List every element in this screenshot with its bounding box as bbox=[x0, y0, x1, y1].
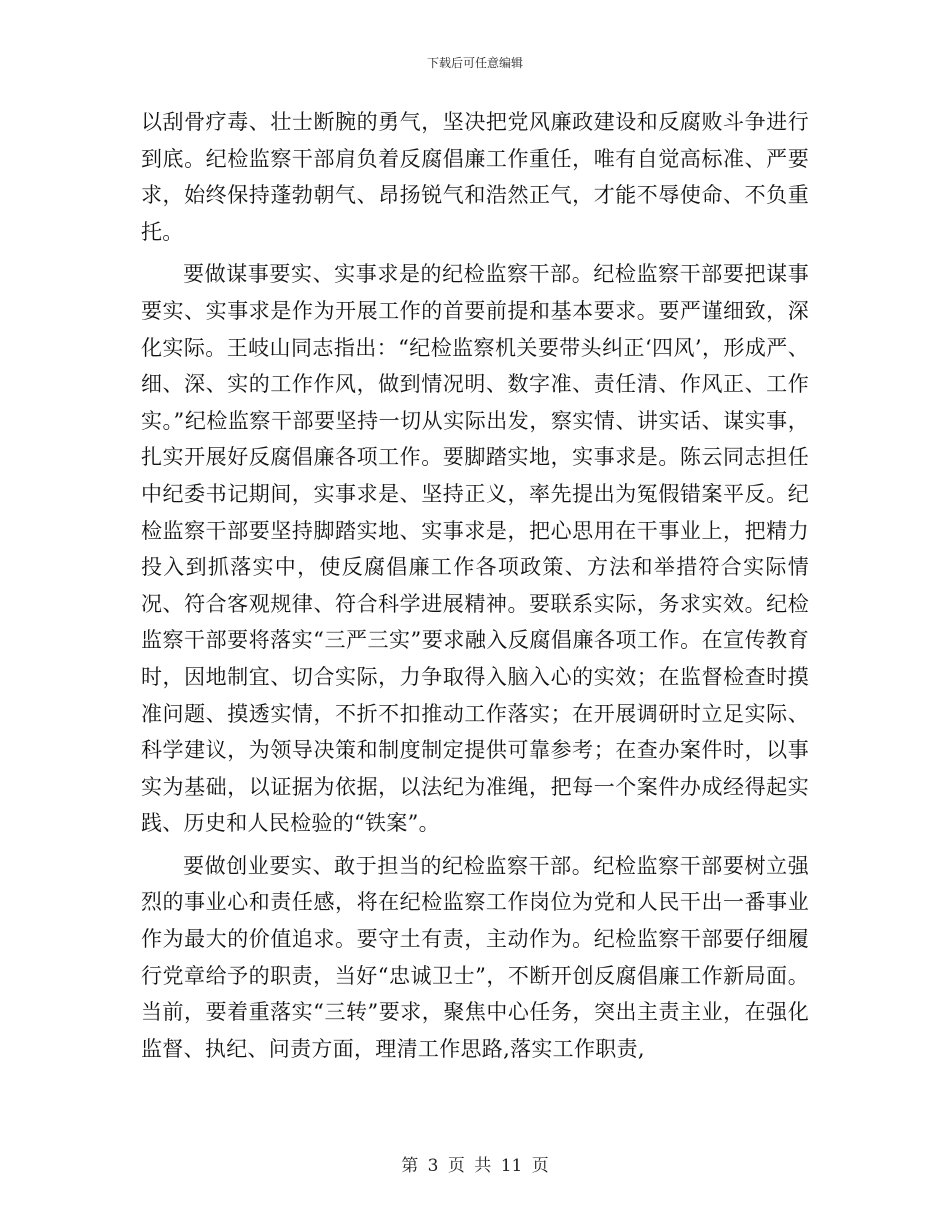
paragraph-2: 要做谋事要实、实事求是的纪检监察干部。纪检监察干部要把谋事要实、实事求是作为开展工作的首要前提和基本要求。要严谨细致，深化实际。王岐山同志指出：“纪检监察机关要带头纠正‘四风’，形成严、细、深、实的工作作风，做到情况明、数字准、责任清、作风正、工作实。”纪检监察干部要坚持一切从实际出发，察实情、讲实话、谋实事，扎实开展好反腐倡廉各项工作。要脚踏实地，实事求是。陈云同志担任中纪委书记期间，实事求是、坚持正义，率先提出为冤假错案平反。纪检监察干部要坚持脚踏实地、实事求是，把心思用在干事业上，把精力投入到抓落实中，使反腐倡廉工作各项政策、方法和举措符合实际情况、符合客观规律、符合科学进展精神。要联系实际，务求实效。纪检监察干部要将落实“三严三实”要求融入反腐倡廉各项工作。在宣传教育时，因地制宜、切合实际，力争取得入脑入心的实效；在监督检查时摸准问题、摸透实情，不折不扣推动工作落实；在开展调研时立足实际、科学建议，为领导决策和制度制定提供可靠参考；在查办案件时，以事实为基础，以证据为依据，以法纪为准绳，把每一个案件办成经得起实践、历史和人民检验的“铁案”。 bbox=[141, 262, 809, 836]
page-number: 第 3 页 共 11 页 bbox=[401, 1156, 549, 1176]
page-header-note: 下载后可任意编辑 bbox=[426, 56, 523, 70]
paragraph-1: 以刮骨疗毒、壮士断腕的勇气，坚决把党风廉政建设和反腐败斗争进行到底。纪检监察干部肩负着反腐倡廉工作重任，唯有自觉高标准、严要求，始终保持蓬勃朝气、昂扬锐气和浩然正气，才能不辱使命、不负重托。 bbox=[141, 110, 809, 244]
document-body bbox=[141, 104, 809, 1073]
paragraph-3: 要做创业要实、敢于担当的纪检监察干部。纪检监察干部要树立强烈的事业心和责任感，将在纪检监察工作岗位为党和人民干出一番事业作为最大的价值追求。要守土有责，主动作为。纪检监察干部要仔细履行党章给予的职责，当好“忠诚卫士”，不断开创反腐倡廉工作新局面。当前，要着重落实“三转”要求，聚焦中心任务，突出主责主业，在强化监督、执纪、问责方面，理清工作思路,落实工作职责, bbox=[141, 853, 809, 1061]
